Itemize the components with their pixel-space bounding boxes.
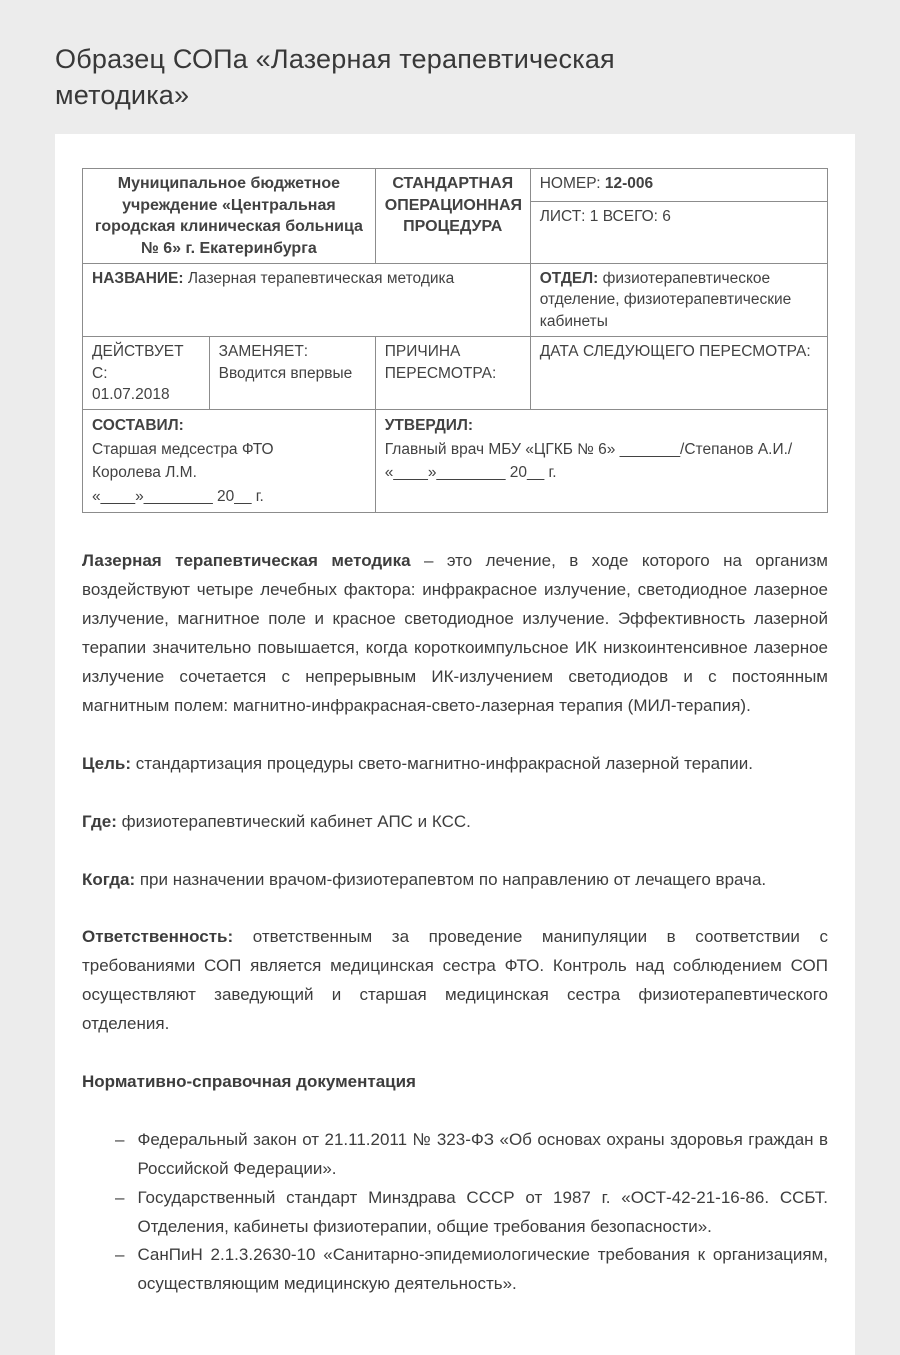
- responsibility-lead: Ответственность:: [82, 927, 234, 947]
- next-revision-cell: [530, 337, 827, 410]
- goal-paragraph: [82, 750, 828, 779]
- department-cell: [530, 264, 827, 337]
- reference-item: [82, 1241, 828, 1299]
- sheet-count-cell: [530, 202, 827, 264]
- valid-from-label: ДЕЙСТВУЕТ С:: [92, 343, 184, 382]
- where-text: физиотерапевтический кабинет АПС и КСС.: [121, 811, 471, 831]
- doc-type-text: СТАНДАРТНАЯ ОПЕРАЦИОННАЯ ПРОЦЕДУРА: [384, 175, 522, 236]
- document-card: [55, 134, 855, 1355]
- definition-lead: Лазерная терапевтическая методика: [82, 551, 411, 571]
- department-label: ОТДЕЛ:: [539, 270, 599, 287]
- dash-marker: –: [115, 1129, 125, 1149]
- page-title: Образец СОПа «Лазерная терапевтическая методика»: [55, 44, 615, 110]
- replaces-cell: [209, 337, 375, 410]
- compiled-label: СОСТАВИЛ:: [92, 417, 184, 435]
- where-paragraph: [82, 808, 828, 837]
- approved-date-blank: «____»________ 20__ г.: [384, 464, 557, 482]
- replaces-label: ЗАМЕНЯЕТ:: [218, 343, 309, 361]
- organization-name: Муниципальное бюджетное учреждение «Центральная городская клиническая больница № 6» г. Екатеринбурга: [94, 175, 363, 257]
- sop-header-table: [82, 168, 828, 513]
- reference-item: [82, 1126, 828, 1184]
- organization-cell: [83, 169, 376, 264]
- reference-text: СанПиН 2.1.3.2630-10 «Санитарно-эпидемиологические требования к организациям, осуществляющим медицинскую деятельность».: [137, 1245, 828, 1294]
- goal-text: стандартизация процедуры свето-магнитно-инфракрасной лазерной терапии.: [135, 753, 753, 773]
- valid-from-cell: [83, 337, 210, 410]
- replaces-value: Вводится впервые: [218, 364, 353, 382]
- procedure-name-value: Лазерная терапевтическая методика: [187, 270, 455, 287]
- where-lead: Где:: [82, 811, 117, 831]
- when-paragraph: [82, 866, 828, 895]
- approved-label: УТВЕРДИЛ:: [384, 417, 473, 435]
- when-text: при назначении врачом-физиотерапевтом по направлению от лечащего врача.: [139, 869, 767, 889]
- reference-item: [82, 1184, 828, 1242]
- dash-marker: –: [115, 1187, 125, 1207]
- definition-text: – это лечение, в ходе которого на организм воздействуют четыре лечебных фактора: инфракрасное излучение, светодиодное лазерное излучение, магнитное поле и красное светодиодное излучение. Эффективность лазерной терапии значительно повышается, когда короткоимпульсное ИК низкоинтенсивное лазерное излучение сочетается с непрерывным ИК-излучением светодиодов и с постоянным магнитным полем: магнитно-инфракрасная-свето-лазерная терапия (МИЛ-терапия).: [82, 551, 828, 715]
- responsibility-paragraph: [82, 923, 828, 1039]
- compiled-by-cell: [83, 410, 376, 513]
- doc-number-value: 12-006: [604, 175, 654, 193]
- procedure-name-label: НАЗВАНИЕ:: [92, 270, 184, 287]
- document-body: [82, 547, 828, 1299]
- revision-reason-label: ПРИЧИНА ПЕРЕСМОТРА:: [384, 343, 497, 382]
- valid-from-value: 01.07.2018: [92, 385, 170, 403]
- reference-text: Федеральный закон от 21.11.2011 № 323-ФЗ «Об основах охраны здоровья граждан в Российской Федерации».: [137, 1129, 828, 1178]
- approved-signature-line: Главный врач МБУ «ЦГКБ № 6» _______/Степанов А.И./: [384, 440, 793, 458]
- doc-number-cell: [530, 169, 827, 202]
- compiled-role: Старшая медсестра ФТО: [92, 440, 274, 458]
- revision-reason-cell: [375, 337, 530, 410]
- doc-type-cell: [375, 169, 530, 264]
- doc-number-label: НОМЕР:: [539, 175, 601, 193]
- compiled-date-blank: «____»________ 20__ г.: [92, 487, 264, 505]
- next-revision-label: ДАТА СЛЕДУЮЩЕГО ПЕРЕСМОТРА:: [539, 343, 811, 361]
- compiled-name: Королева Л.М.: [92, 464, 197, 482]
- sheet-count-text: ЛИСТ: 1 ВСЕГО: 6: [539, 208, 671, 226]
- department-value: физиотерапевтическое отделение, физиотерапевтические кабинеты: [539, 270, 792, 330]
- dash-marker: –: [115, 1245, 125, 1265]
- procedure-name-cell: [83, 264, 531, 337]
- responsibility-text: ответственным за проведение манипуляции в соответствии с требованиями СОП является медицинская сестра ФТО. Контроль над соблюдением СОП осуществляют заведующий и старшая медицинская сестра физиотерапевтического отделения.: [82, 927, 828, 1034]
- references-heading: Нормативно-справочная документация: [82, 1072, 416, 1092]
- references-list: [82, 1126, 828, 1299]
- approved-by-cell: [375, 410, 827, 513]
- definition-paragraph: [82, 547, 828, 720]
- goal-lead: Цель:: [82, 753, 131, 773]
- reference-text: Государственный стандарт Минздрава СССР от 1987 г. «ОСТ-42-21-16-86. ССБТ. Отделения, кабинеты физиотерапии, общие требования безопасности».: [137, 1187, 828, 1236]
- when-lead: Когда:: [82, 869, 136, 889]
